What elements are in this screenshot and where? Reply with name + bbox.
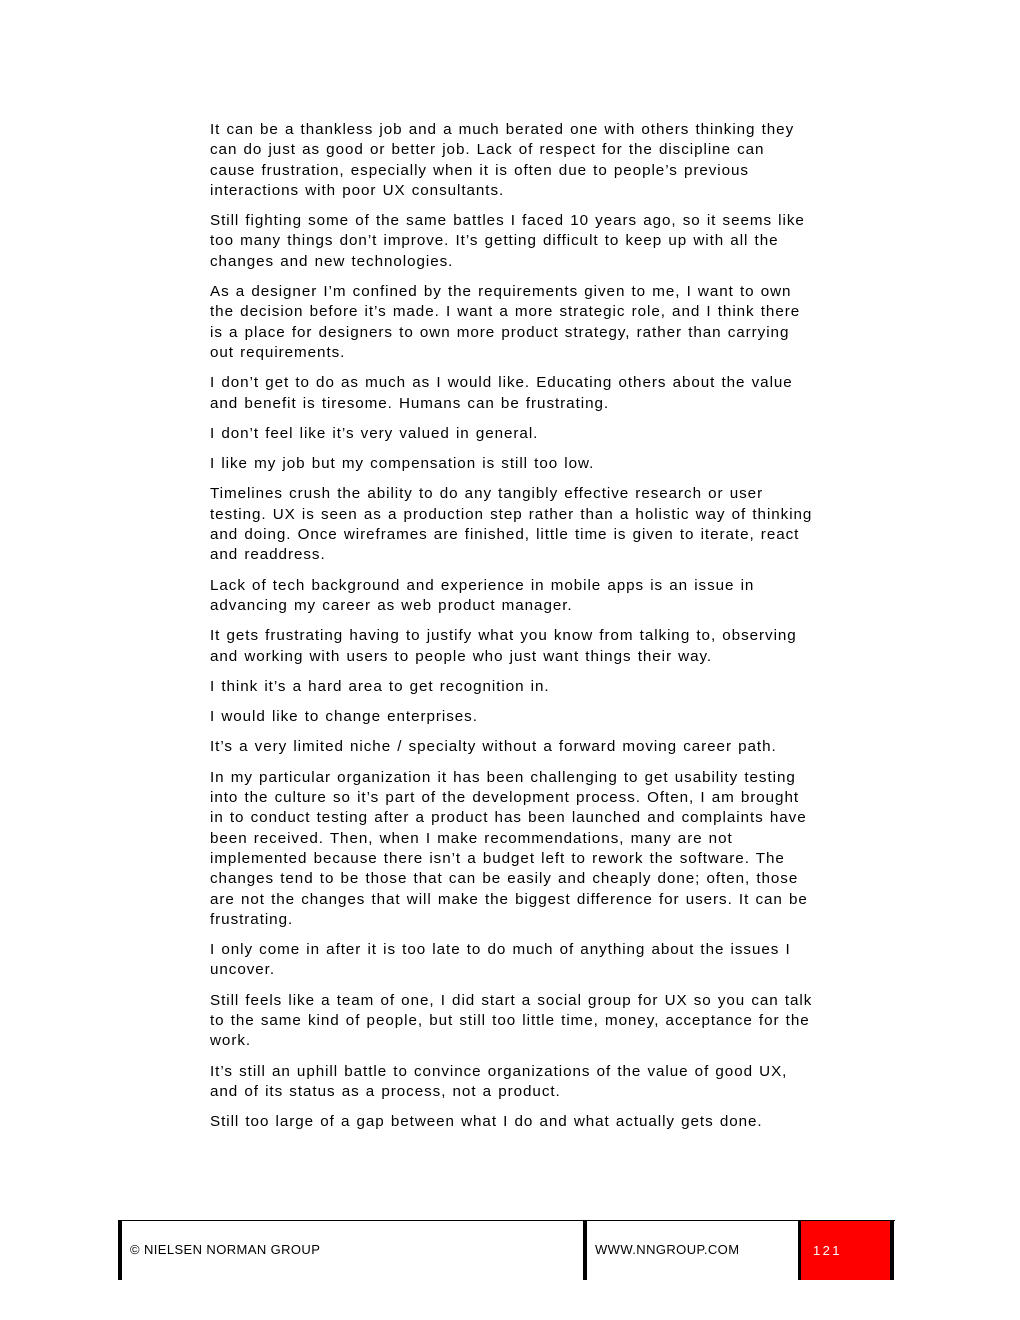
paragraph: As a designer I’m confined by the requirements given to me, I want to own the decision before it’s made. I want a more strategic role, and I think there is a place for designers to own more product strategy, rather than carrying out requirements. [210,283,801,361]
paragraph: It can be a thankless job and a much berated one with others thinking they can do just as good or better job. Lack of respect for the discipline can cause frustration, especially when it is often due to people’s previous interactions with poor UX consultants. [210,121,795,199]
page-number-box [801,1221,890,1280]
paragraph: Timelines crush the ability to do any tangibly effective research or user testing. UX is seen as a production step rather than a holistic way of thinking and doing. Once wireframes are finished, little time is given to iterate, react and readdress. [210,485,813,564]
footer-divider [118,1220,895,1221]
paragraph: I would like to change enterprises. [210,708,478,726]
body-text [210,120,815,1142]
footer-middle-bar [583,1220,587,1280]
paragraph: I don’t feel like it’s very valued in general. [210,424,539,442]
paragraph: Still feels like a team of one, I did start a social group for UX so you can talk to the same kind of people, but still too little time, money, acceptance for the work. [210,991,813,1050]
footer-left-bar [118,1220,122,1280]
paragraph: Lack of tech background and experience in mobile apps is an issue in advancing my career as web product manager. [210,576,755,614]
paragraph: I think it’s a hard area to get recognition in. [210,677,550,695]
paragraph: It’s still an uphill battle to convince organizations of the value of good UX, and of its status as a process, not a product. [210,1062,788,1100]
page-footer [118,1220,895,1280]
footer-copyright: © NIELSEN NORMAN GROUP [130,1242,321,1257]
paragraph: I only come in after it is too late to do much of anything about the issues I uncover. [210,941,791,979]
paragraph: Still too large of a gap between what I do and what actually gets done. [210,1113,763,1131]
footer-website: WWW.NNGROUP.COM [595,1242,740,1257]
paragraph: It gets frustrating having to justify what you know from talking to, observing and working with users to people who just want things their way. [210,627,797,665]
paragraph: I like my job but my compensation is still too low. [210,455,595,473]
footer-end-bar [890,1220,894,1280]
paragraph: In my particular organization it has been challenging to get usability testing into the culture so it’s part of the development process. Often, I am brought in to conduct testing after a product has been launched and complaints have been received. Then, when I make recommendations, many are not implemented because there isn’t a budget left to rework the software. The changes tend to be those that can be easily and cheaply done; often, those are not the changes that will make the biggest difference for users. It can be frustrating. [210,768,808,928]
paragraph: Still fighting some of the same battles I faced 10 years ago, so it seems like too many things don’t improve. It’s getting difficult to keep up with all the changes and new technologies. [210,212,805,270]
page-number: 121 [813,1243,842,1258]
paragraph: I don’t get to do as much as I would like. Educating others about the value and benefit is tiresome. Humans can be frustrating. [210,374,793,412]
paragraph: It’s a very limited niche / specialty without a forward moving career path. [210,738,777,756]
